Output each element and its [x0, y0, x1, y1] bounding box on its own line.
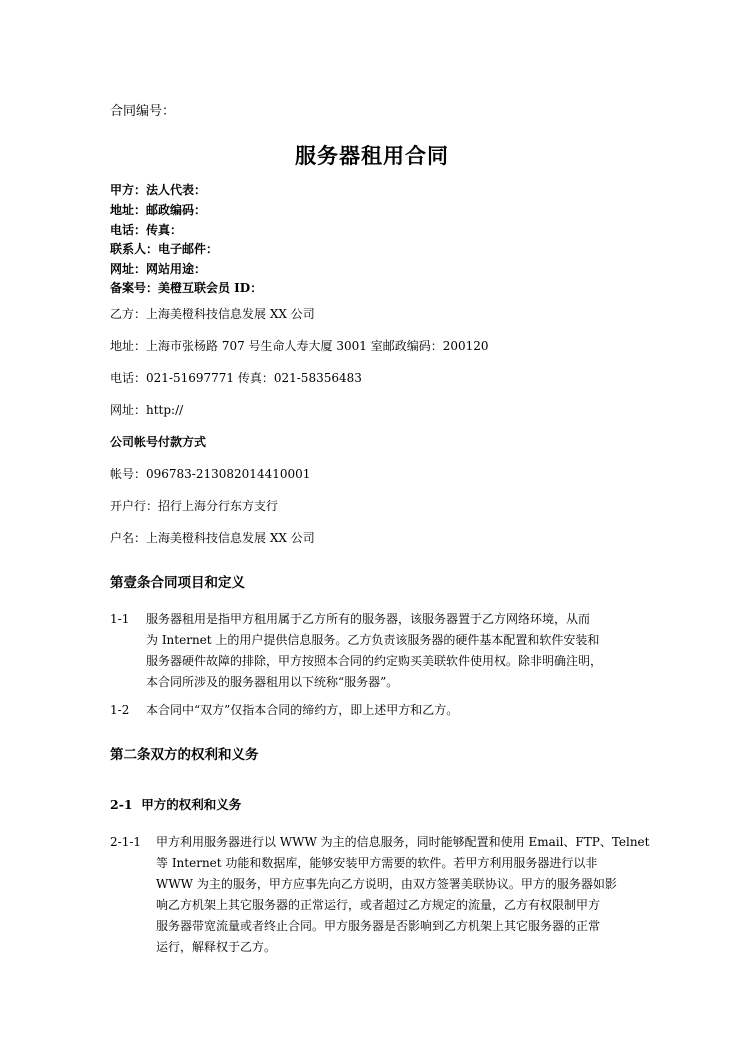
clause-1-1	[110, 609, 650, 693]
clause-line: 运行，解释权于乙方。	[156, 940, 277, 954]
article-2-heading: 第二条双方的权利和义务	[110, 747, 259, 763]
clause-line: 服务器硬件故障的排除，甲方按照本合同的约定购买美联软件使用权。除非明确注明，	[146, 654, 603, 668]
clause-line: 甲方利用服务器进行以 WWW 为主的信息服务，同时能够配置和使用 Email、FTP、Telnet	[156, 835, 650, 849]
payment-heading: 公司帐号付款方式	[110, 435, 207, 449]
party-b-phone: 电话：021-51697771 传真：021-58356483	[110, 371, 362, 385]
party-a-phone: 电话：传真：	[110, 223, 183, 237]
clause-body	[156, 832, 650, 958]
clause-line: 本合同所涉及的服务器租用以下统称“服务器”。	[146, 675, 399, 689]
clause-body	[146, 609, 602, 693]
clause-number: 1-2	[110, 703, 130, 717]
clause-line: 本合同中“双方”仅指本合同的缔约方，即上述甲方和乙方。	[146, 703, 459, 717]
account-holder: 户名：上海美橙科技信息发展 XX 公司	[110, 531, 315, 545]
clause-number: 2-1-1	[110, 835, 142, 849]
clause-body	[146, 700, 458, 721]
clause-1-2	[110, 700, 650, 721]
section-2-1-heading: 2-1 甲方的权利和义务	[110, 797, 242, 812]
party-a-address: 地址：邮政编码：	[110, 203, 207, 217]
party-a-contact: 联系人：电子邮件：	[110, 242, 219, 256]
party-b-website: 网址：http://	[110, 403, 184, 417]
clause-2-1-1	[110, 832, 650, 958]
bank-name: 开户行：招行上海分行东方支行	[110, 499, 279, 513]
clause-line: 服务器租用是指甲方租用属于乙方所有的服务器，该服务器置于乙方网络环境，从而	[146, 612, 591, 626]
party-b-address: 地址：上海市张杨路 707 号生命人寿大厦 3001 室邮政编码：200120	[110, 339, 489, 353]
clause-line: 等 Internet 功能和数据库，能够安装甲方需要的软件。若甲方利用服务器进行以非	[156, 856, 598, 870]
clause-line: 服务器带宽流量或者终止合同。甲方服务器是否影响到乙方机架上其它服务器的正常	[156, 919, 601, 933]
party-a-record-no: 备案号：美橙互联会员 ID：	[110, 281, 263, 295]
contract-title: 服务器租用合同	[295, 143, 449, 168]
clause-line: WWW 为主的服务，甲方应事先向乙方说明，由双方签署美联协议。甲方的服务器如影	[156, 877, 617, 891]
party-a-legal-rep: 甲方：法人代表：	[110, 183, 207, 197]
account-number: 帐号：096783-213082014410001	[110, 467, 311, 481]
party-a-website: 网址：网站用途：	[110, 262, 207, 276]
clause-line: 为 Internet 上的用户提供信息服务。乙方负责该服务器的硬件基本配置和软件安装和	[146, 633, 600, 647]
contract-number-label: 合同编号：	[110, 103, 176, 118]
party-b-name: 乙方：上海美橙科技信息发展 XX 公司	[110, 307, 315, 321]
article-1-heading: 第壹条合同项目和定义	[110, 575, 245, 591]
clause-number: 1-1	[110, 612, 130, 626]
clause-line: 响乙方机架上其它服务器的正常运行，或者超过乙方规定的流量，乙方有权限制甲方	[156, 898, 601, 912]
